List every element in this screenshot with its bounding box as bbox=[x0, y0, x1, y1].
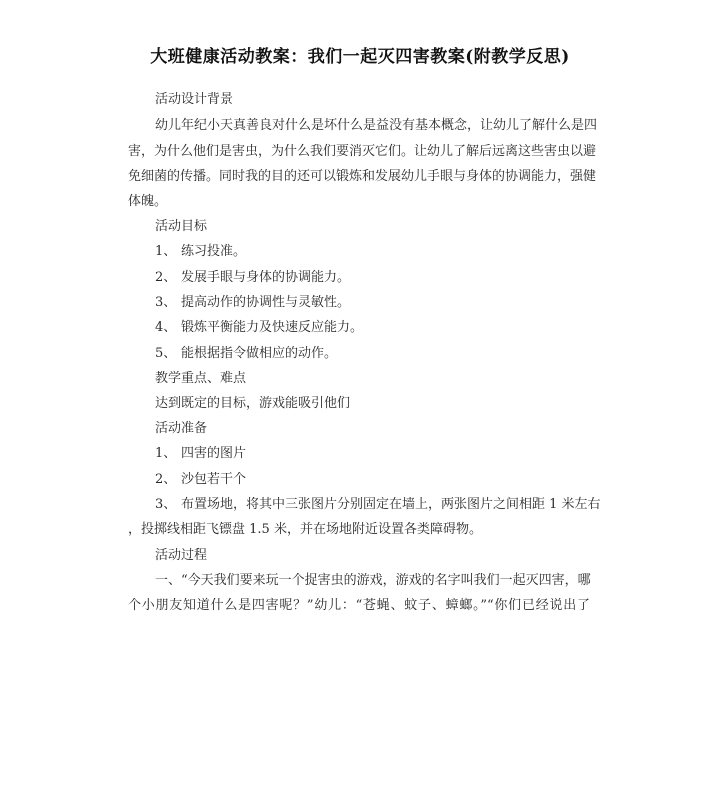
section-heading-process: 活动过程 bbox=[155, 548, 208, 563]
document-title: 大班健康活动教案：我们一起灭四害教案(附教学反思) bbox=[150, 47, 570, 67]
list-item bbox=[155, 446, 246, 462]
list-item-number: 4、 bbox=[155, 320, 177, 335]
list-item-text: 能根据指令做相应的动作。 bbox=[181, 346, 338, 361]
paragraph-line: 免细菌的传播。同时我的目的还可以锻炼和发展幼儿手眼与身体的协调能力，强健 bbox=[128, 169, 597, 184]
list-item bbox=[155, 497, 601, 513]
list-item-number: 2、 bbox=[155, 472, 177, 487]
list-item bbox=[155, 244, 246, 260]
list-item bbox=[155, 270, 350, 286]
paragraph-line: 幼儿年纪小天真善良对什么是坏什么是益没有基本概念，让幼儿了解什么是四 bbox=[155, 118, 598, 133]
section-heading-background: 活动设计背景 bbox=[155, 92, 234, 107]
paragraph-line: 害，为什么他们是害虫，为什么我们要消灭它们。让幼儿了解后远离这些害虫以避 bbox=[128, 144, 597, 159]
list-item bbox=[155, 346, 337, 362]
list-item-text: 练习投准。 bbox=[181, 244, 247, 259]
list-item-text: 沙包若干个 bbox=[181, 472, 247, 487]
list-item-number: 2、 bbox=[155, 270, 177, 285]
list-item-text: 四害的图片 bbox=[181, 446, 247, 461]
paragraph-line: 一、“今天我们要来玩一个捉害虫的游戏，游戏的名字叫我们一起灭四害，哪 bbox=[155, 573, 591, 588]
list-item bbox=[155, 320, 363, 336]
paragraph-line: 体魄。 bbox=[128, 194, 168, 209]
list-item-number: 5、 bbox=[155, 346, 177, 361]
list-item-number: 3、 bbox=[155, 295, 177, 310]
list-item bbox=[155, 295, 350, 311]
list-item-text: 锻炼平衡能力及快速反应能力。 bbox=[181, 320, 364, 335]
list-item-number: 1、 bbox=[155, 446, 177, 461]
section-heading-preparation: 活动准备 bbox=[155, 421, 208, 436]
list-item bbox=[155, 472, 246, 488]
list-item-text: 布置场地，将其中三张图片分别固定在墙上，两张图片之间相距 1 米左右 bbox=[181, 497, 601, 512]
paragraph-line: ，投掷线相距飞镖盘 1.5 米，并在场地附近设置各类障碍物。 bbox=[128, 522, 482, 537]
list-item-text: 提高动作的协调性与灵敏性。 bbox=[181, 295, 351, 310]
section-heading-goals: 活动目标 bbox=[155, 219, 208, 234]
paragraph-line: 个小朋友知道什么是四害呢？”幼儿：“苍蝇、蚊子、蟑螂。”“你们已经说出了 bbox=[128, 598, 590, 613]
list-item-text: 发展手眼与身体的协调能力。 bbox=[181, 270, 351, 285]
list-item-number: 3、 bbox=[155, 497, 177, 512]
paragraph-line: 达到既定的目标，游戏能吸引他们 bbox=[155, 396, 351, 411]
list-item-number: 1、 bbox=[155, 244, 177, 259]
section-heading-key-points: 教学重点、难点 bbox=[155, 371, 247, 386]
